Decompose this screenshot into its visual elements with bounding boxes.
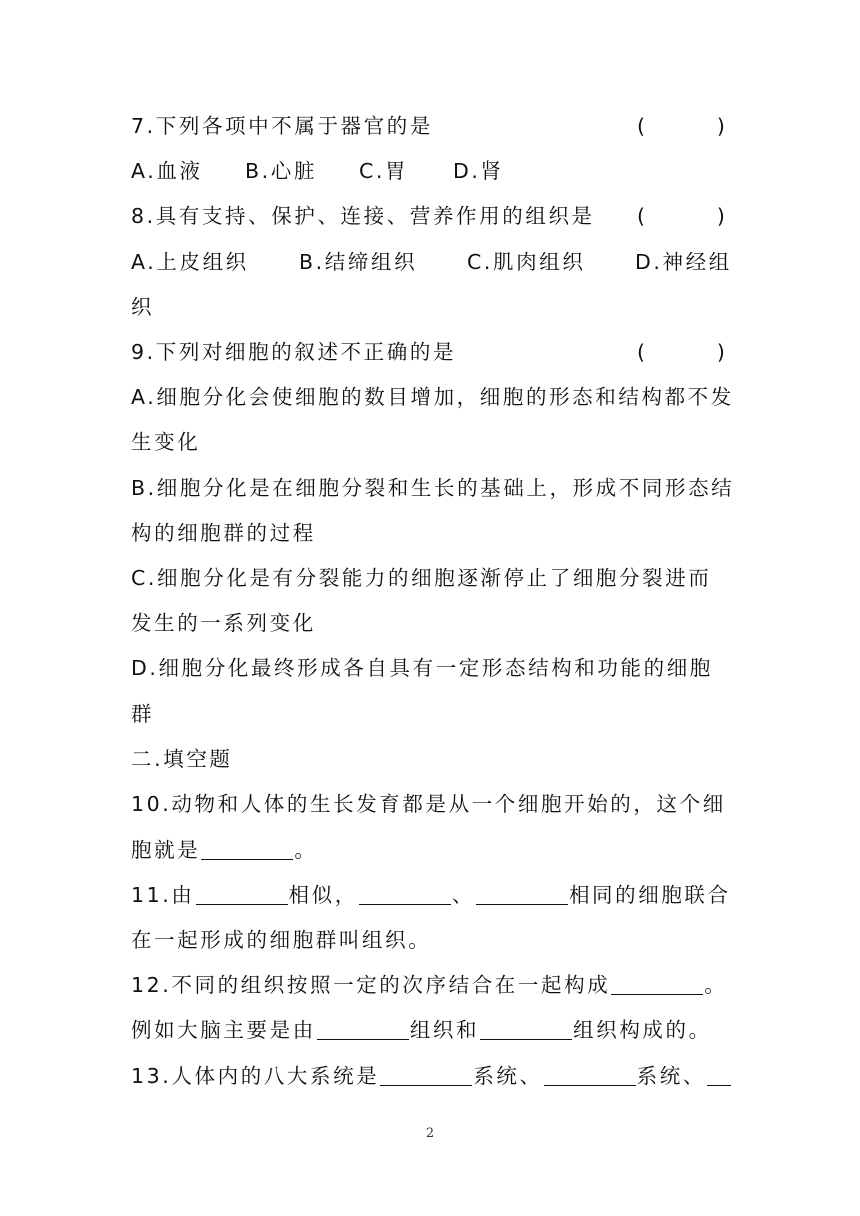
question-8-stem-line xyxy=(131,194,731,239)
question-12-text: 。 xyxy=(704,973,728,997)
answer-blank[interactable] xyxy=(359,878,451,905)
question-8-option-d: D.神经组 xyxy=(635,250,732,274)
question-11-line1 xyxy=(131,873,731,918)
question-11-text: 、 xyxy=(451,883,475,907)
answer-blank[interactable] xyxy=(707,1059,731,1086)
question-9-option-b-line2: 构的细胞群的过程 xyxy=(131,521,316,545)
question-8-option-d-wrap: 织 xyxy=(131,295,155,319)
question-8-option-b: B.结缔组织 xyxy=(299,250,418,274)
question-7-stem: 7.下列各项中不属于器官的是 xyxy=(131,114,433,138)
answer-blank[interactable] xyxy=(480,1013,572,1040)
question-7-options xyxy=(131,149,731,194)
section-heading-fill-in: 二.填空题 xyxy=(131,747,233,771)
question-9-option-d-line1: D.细胞分化最终形成各自具有一定形态结构和功能的细胞 xyxy=(131,656,713,680)
question-7-option-a: A.血液 xyxy=(131,159,203,183)
question-9-stem: 9.下列对细胞的叙述不正确的是 xyxy=(131,340,457,364)
question-7-option-c: C.胃 xyxy=(359,159,409,183)
question-13-text: 13.人体内的八大系统是 xyxy=(131,1064,380,1088)
question-7-stem-line xyxy=(131,104,731,149)
answer-blank[interactable] xyxy=(196,878,288,905)
question-8-stem: 8.具有支持、保护、连接、营养作用的组织是 xyxy=(131,204,595,228)
question-9-option-c-line2: 发生的一系列变化 xyxy=(131,611,316,635)
question-13-text: 系统、 xyxy=(636,1064,706,1088)
page-number: 2 xyxy=(425,1126,435,1141)
answer-blank[interactable] xyxy=(317,1013,409,1040)
question-9-option-a-line2: 生变化 xyxy=(131,430,201,454)
question-8-options xyxy=(131,240,731,285)
question-11-text: 相同的细胞联合 xyxy=(568,883,731,907)
question-13-text: 系统、 xyxy=(473,1064,543,1088)
answer-blank[interactable] xyxy=(611,968,703,995)
question-8-option-a: A.上皮组织 xyxy=(131,250,249,274)
question-9-option-b-line1: B.细胞分化是在细胞分裂和生长的基础上，形成不同形态结 xyxy=(131,476,735,500)
question-10-line1: 10.动物和人体的生长发育都是从一个细胞开始的，这个细 xyxy=(131,792,726,816)
question-9-option-d-line2: 群 xyxy=(131,702,155,726)
question-9-option-a-line1: A.细胞分化会使细胞的数目增加，细胞的形态和结构都不发 xyxy=(131,385,734,409)
question-10-text: 。 xyxy=(294,838,318,862)
answer-blank[interactable] xyxy=(201,833,293,860)
question-12-text: 组织构成的。 xyxy=(573,1018,712,1042)
question-7-option-b: B.心脏 xyxy=(245,159,317,183)
question-12-text: 组织和 xyxy=(409,1018,480,1042)
question-10-text: 胞就是 xyxy=(131,838,201,862)
question-11-text: 相似， xyxy=(288,883,358,907)
question-10-line2 xyxy=(131,828,731,873)
question-9-option-c-line1: C.细胞分化是有分裂能力的细胞逐渐停止了细胞分裂进而 xyxy=(131,566,712,590)
question-9-stem-line xyxy=(131,330,731,375)
answer-blank[interactable] xyxy=(380,1059,472,1086)
question-8-option-c: C.肌肉组织 xyxy=(467,250,586,274)
question-12-text: 例如大脑主要是由 xyxy=(131,1018,316,1042)
question-12-line2 xyxy=(131,1008,731,1053)
question-7-option-d: D.肾 xyxy=(453,159,504,183)
question-7-answer-paren: ( ) xyxy=(637,114,728,138)
answer-blank[interactable] xyxy=(476,878,568,905)
question-8-answer-paren: ( ) xyxy=(637,204,728,228)
question-12-text: 12.不同的组织按照一定的次序结合在一起构成 xyxy=(131,973,611,997)
question-11-text: 11.由 xyxy=(131,883,195,907)
question-9-answer-paren: ( ) xyxy=(637,340,728,364)
answer-blank[interactable] xyxy=(544,1059,636,1086)
question-12-line1 xyxy=(131,963,731,1008)
question-11-line2: 在一起形成的细胞群叫组织。 xyxy=(131,928,432,952)
question-13-line1 xyxy=(131,1054,731,1099)
